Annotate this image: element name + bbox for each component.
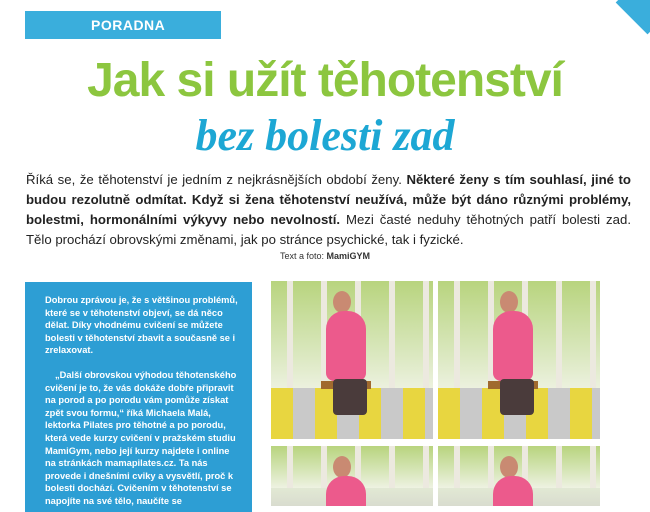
woman-legs [500, 379, 534, 415]
photo-arms-raised-exercise [438, 281, 600, 439]
credit-label: Text a foto: [279, 251, 327, 261]
woman-figure [493, 476, 533, 506]
woman-head [500, 291, 518, 313]
woman-legs [333, 379, 367, 415]
photo-exercise-3 [271, 446, 433, 506]
sidebar-paragraph-2: „Další obrovskou výhodou těhotenského cvičení je to, že vás dokáže dobře připravit na porod a po porodu vám pomůže získat zpět svou formu,“ říká Michaela Malá, lektorka Pilates pro těhotné a po porodu, která vede kurzy cvičení v pražském studiu MamiGym, nebo její kurzy najdete i online na stránkách mamapilates.cz. Ta nás provede i dnešními cviky a vysvětlí, proč k bolesti dochází. Cvičením v těhotenství se napojíte na své tělo, naučíte se [45, 369, 237, 506]
woman-figure [326, 311, 366, 381]
woman-head [333, 291, 351, 313]
woman-figure [493, 311, 533, 381]
article-lead [26, 170, 631, 250]
section-tag: PORADNA [25, 11, 221, 39]
photo-seated-exercise [271, 281, 433, 439]
lead-text-1: Říká se, že těhotenství je jedním z nejkrásnějších období ženy. [26, 172, 407, 187]
lead-text-2: Mezi časté neduhy těhotných patří bolesti zad. Tělo prochází obrovskými změnami, jak po stránce psychické, tak i fyzické. [26, 212, 631, 247]
article-title: Jak si užít těhotenství [87, 54, 563, 107]
lead-text-bold: Některé ženy s tím souhlasí, jiné to budou rezolutně odmítat. Když si žena těhotenství neužívá, může být dáno různými problémy, bolestmi, hormonálními výkyvy nebo nevolností. [26, 172, 631, 227]
sidebar-paragraph-1: Dobrou zprávou je, že s většinou problémů, které se v těhotenství objeví, se dá něco dělat. Díky vhodnému cvičení se můžete bolesti v těhotenství zbavit a současně se i zrelaxovat. [45, 295, 238, 356]
article-subtitle: bez bolesti zad [195, 111, 455, 160]
woman-figure [326, 476, 366, 506]
photo-credit [0, 251, 650, 261]
woman-head [500, 456, 518, 478]
woman-head [333, 456, 351, 478]
sidebar-box [25, 282, 252, 512]
page-corner-marker [616, 0, 650, 34]
photo-exercise-4 [438, 446, 600, 506]
credit-name: MamiGYM [326, 251, 371, 261]
